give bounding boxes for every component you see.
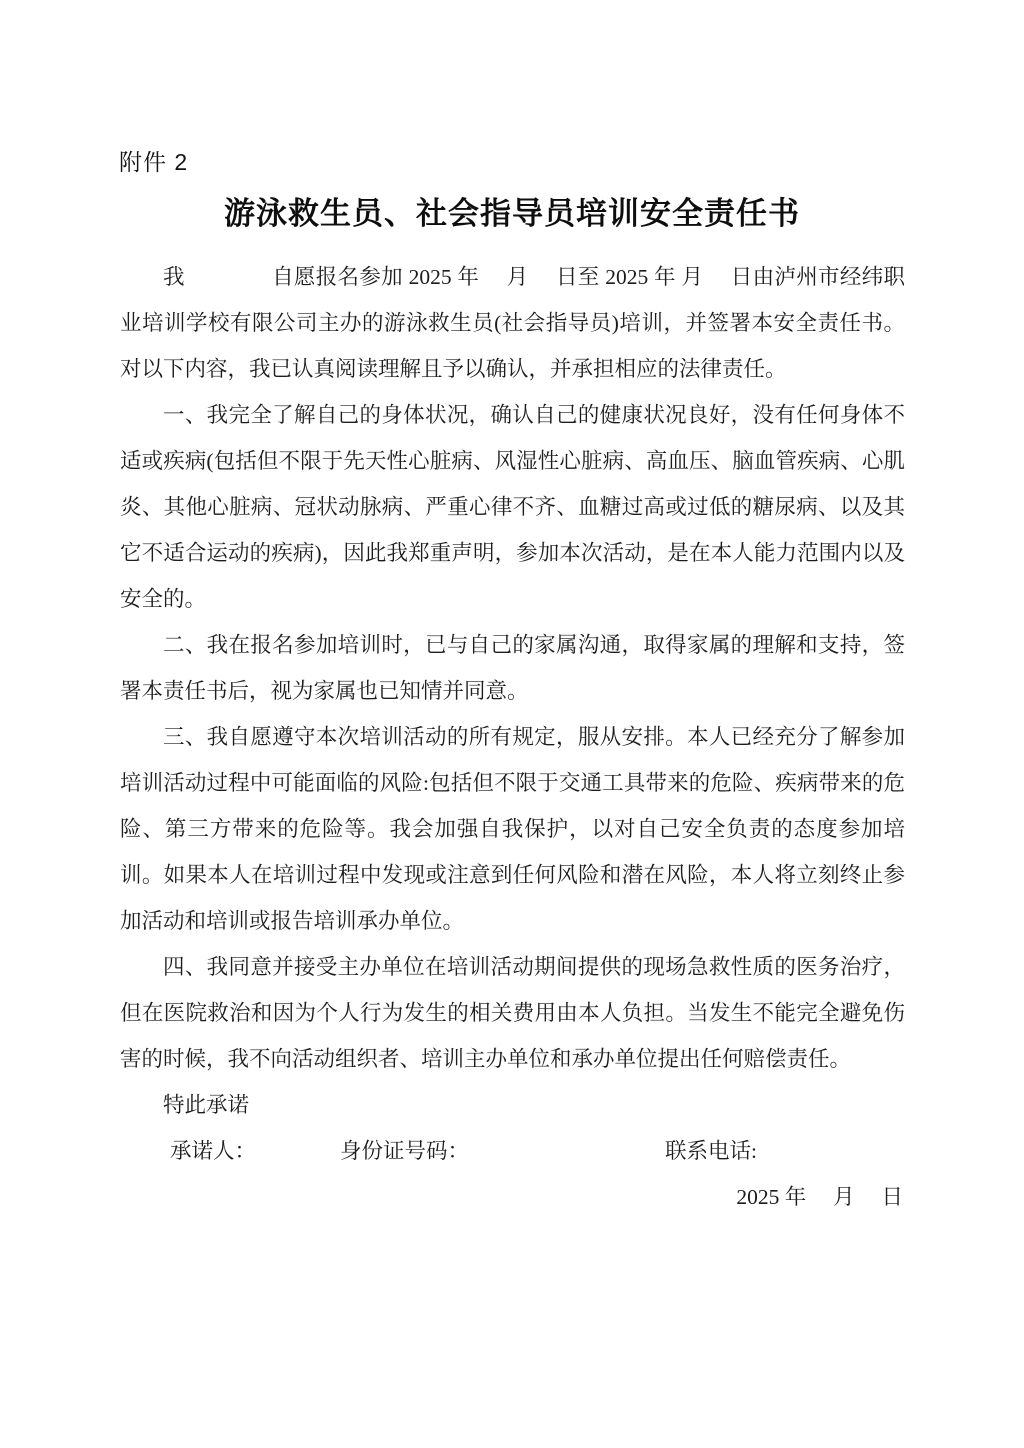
document-title: 游泳救生员、社会指导员培训安全责任书 (224, 196, 800, 231)
id-number-label: 身份证号码： (340, 1139, 470, 1163)
closing-statement: 特此承诺 (163, 1093, 250, 1117)
paragraph-intro: 我 自愿报名参加 2025 年 月 日至 2025 年 月 日由泸州市经纬职业培训学校有限公司主办的游泳救生员(社会指导员)培训，并签署本安全责任书。对以下内容，我已认真阅读理解且予以确认，并承担相应的法律责任。 (120, 265, 905, 381)
date-line: 2025 年 月 日 (736, 1185, 903, 1209)
document-body (120, 254, 905, 1220)
promisor-label: 承诺人： (170, 1139, 257, 1163)
signature-row (120, 1128, 905, 1174)
paragraph-clause-3: 三、我自愿遵守本次培训活动的所有规定，服从安排。本人已经充分了解参加培训活动过程中可能面临的风险:包括但不限于交通工具带来的危险、疾病带来的危险、第三方带来的危险等。我会加强自我保护，以对自己安全负责的态度参加培训。如果本人在培训过程中发现或注意到任何风险和潜在风险，本人将立刻终止参加活动和培训或报告培训承办单位。 (120, 725, 905, 933)
phone-label: 联系电话: (665, 1139, 757, 1163)
paragraph-clause-4: 四、我同意并接受主办单位在培训活动期间提供的现场急救性质的医务治疗，但在医院救治和因为个人行为发生的相关费用由本人负担。当发生不能完全避免伤害的时候，我不向活动组织者、培训主办单位和承办单位提出任何赔偿责任。 (120, 955, 905, 1071)
paragraph-clause-1: 一、我完全了解自己的身体状况，确认自己的健康状况良好，没有任何身体不适或疾病(包括但不限于先天性心脏病、风湿性心脏病、高血压、脑血管疾病、心肌炎、其他心脏病、冠状动脉病、严重心律不齐、血糖过高或过低的糖尿病、以及其它不适合运动的疾病)，因此我郑重声明，参加本次活动，是在本人能力范围内以及安全的。 (120, 403, 905, 611)
paragraph-clause-2: 二、我在报名参加培训时，已与自己的家属沟通，取得家属的理解和支持，签署本责任书后，视为家属也已知情并同意。 (120, 633, 905, 703)
attachment-label: 附件 2 (119, 149, 189, 175)
